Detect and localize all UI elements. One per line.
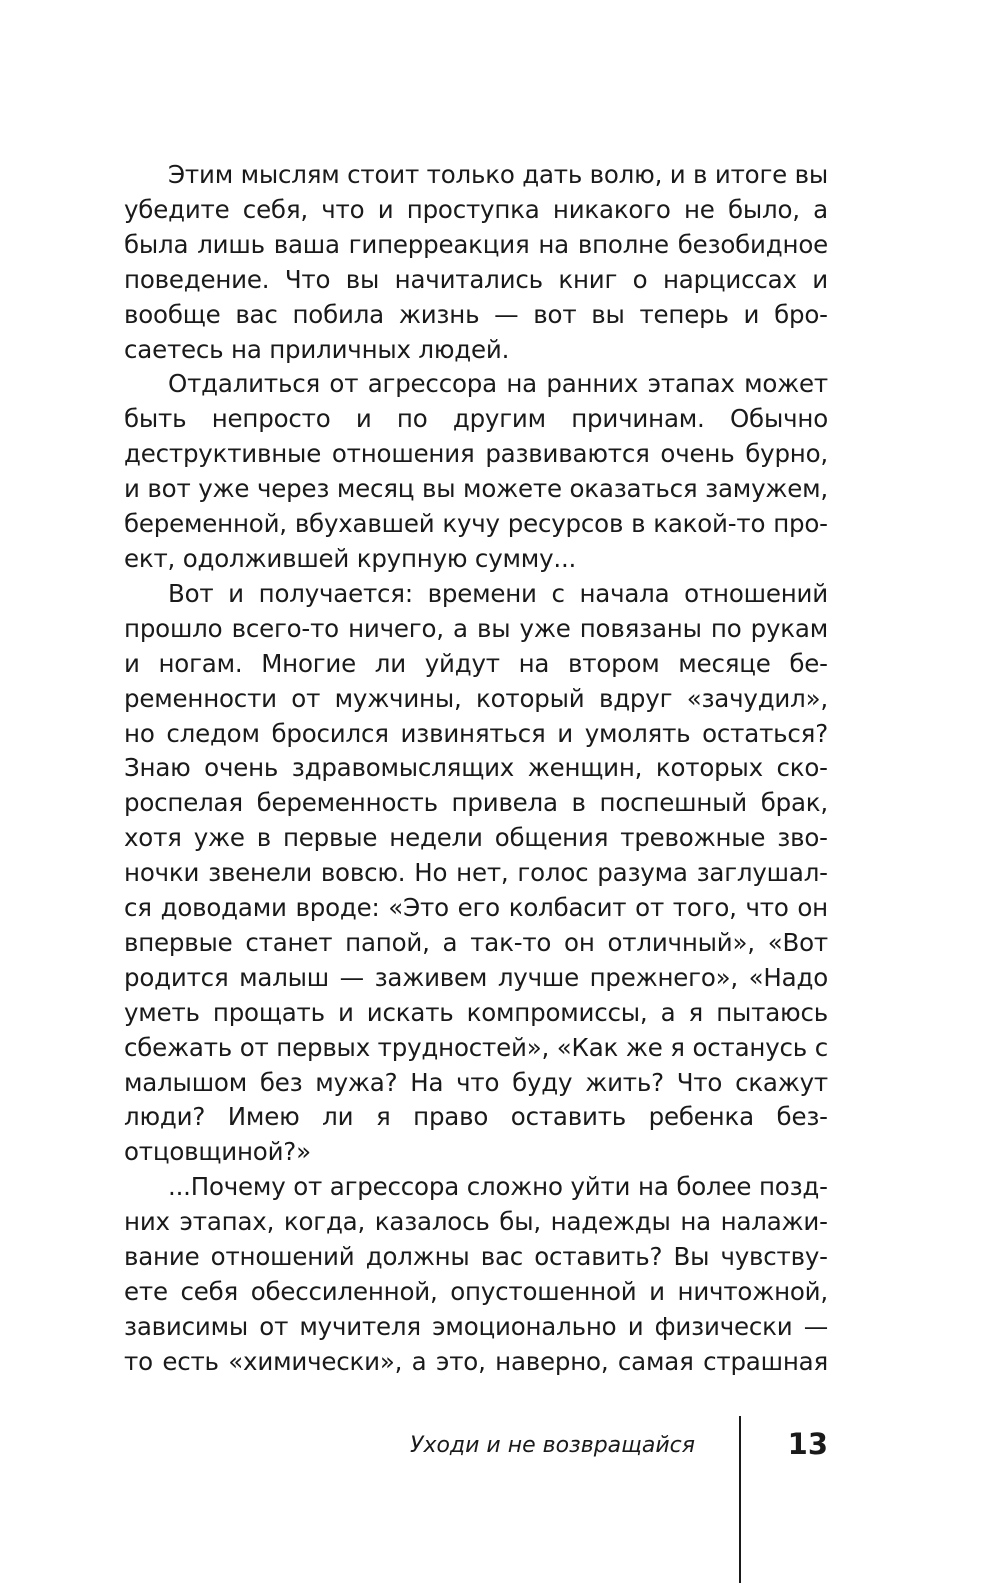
footer-divider xyxy=(739,1416,741,1583)
paragraph: Этим мыслям стоит только дать волю, и в итоге вы убедите себя, что и проступка никакого не было, а была лишь ваша гиперреакция на вполне безобидное поведение. Что вы начитались книг о нарциссах и вообще вас побила жизнь — вот вы теперь и бросаетесь на приличных людей. xyxy=(124,160,828,364)
running-title: Уходи и не возвращайся xyxy=(410,1433,695,1458)
paragraph: Вот и получается: времени с начала отношений прошло всего-то ничего, а вы уже повязаны по рукам и ногам. Многие ли уйдут на втором месяце беременности от мужчины, который вдруг «зачудил», но следом бросился извиняться и умолять остаться? Знаю очень здравомыслящих женщин, которых скороспелая беременность привела в поспешный брак, хотя уже в первые недели общения тревожные звоночки звенели вовсю. Но нет, голос разума заглушался доводами вроде: «Это его колбасит от того, что он впервые станет папой, а так-то он отличный», «Вот родится малыш — заживем лучше прежнего», «Надо уметь прощать и искать компромиссы, а я пытаюсь сбежать от первых трудностей», «Как же я останусь с малышом без мужа? На что буду жить? Что скажут люди? Имею ли я право оставить ребенка безотцовщиной?» xyxy=(124,578,828,1167)
body-text xyxy=(124,158,828,1380)
page-number: 13 xyxy=(787,1427,828,1461)
paragraph: ...Почему от агрессора сложно уйти на более поздних этапах, когда, казалось бы, надежды на налаживание отношений должны вас оставить? Вы чувствуете себя обессиленной, опустошенной и ничтожной, зависимы от мучителя эмоционально и физически — то есть «химически», а это, наверно, самая страшная xyxy=(124,1172,828,1376)
paragraph: Отдалиться от агрессора на ранних этапах может быть непросто и по другим причинам. Обычно деструктивные отношения развиваются очень бурно, и вот уже через месяц вы можете оказаться замужем, беременной, вбухавшей кучу ресурсов в какой-то проект, одолжившей крупную сумму... xyxy=(124,369,828,573)
